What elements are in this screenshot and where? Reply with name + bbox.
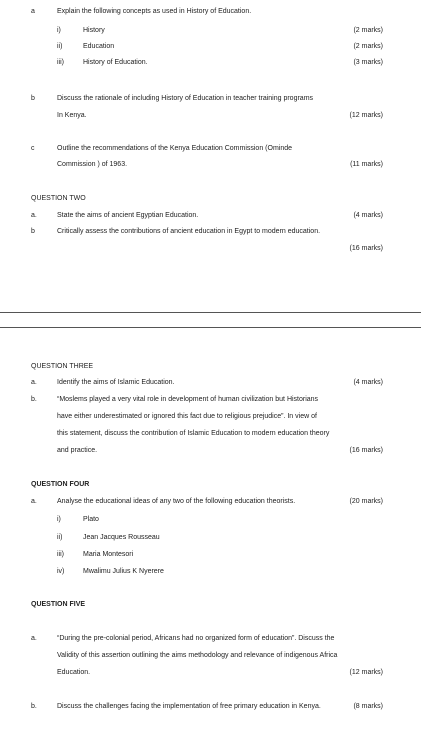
q1c-text-line1: Outline the recommendations of the Kenya Education Commission (Ominde	[57, 145, 293, 152]
question-five-title: QUESTION FIVE	[31, 601, 86, 608]
q1b-marks: (12 marks)	[349, 112, 383, 119]
q1a-item-marks: (3 marks)	[353, 59, 383, 66]
q2b-label: b	[31, 228, 35, 235]
q1a-item-text: History	[83, 27, 105, 34]
q4a-item-number: ii)	[57, 534, 63, 541]
question-two-title: QUESTION TWO	[31, 195, 86, 202]
q1c-text-line2: Commission ) of 1963.	[57, 161, 128, 168]
q1b-text-line1: Discuss the rationale of including History of Education in teacher training programs	[57, 95, 314, 102]
q4a-text: Analyse the educational ideas of any two of the following education theorists.	[57, 498, 296, 505]
q3b-text-line3: this statement, discuss the contribution of Islamic Education to modern education theory	[57, 430, 330, 437]
q4a-marks: (20 marks)	[349, 498, 383, 505]
q1a-item-number: iii)	[57, 59, 64, 66]
q1a-label: a	[31, 8, 35, 15]
q3b-label: b.	[31, 396, 37, 403]
q4a-label: a.	[31, 498, 37, 505]
q4a-item-text: Mwalimu Julius K Nyerere	[83, 568, 164, 575]
q1a-item-number: i)	[57, 27, 61, 34]
q1a-item-number: ii)	[57, 43, 63, 50]
q4a-item-number: iii)	[57, 551, 64, 558]
q5a-marks: (12 marks)	[349, 669, 383, 676]
q1a-item-text: Education	[83, 43, 115, 50]
q2a-label: a.	[31, 212, 37, 219]
q3a-label: a.	[31, 379, 37, 386]
q3b-text-line4: and practice.	[57, 447, 98, 454]
q2b-text: Critically assess the contributions of ancient education in Egypt to modern education.	[57, 228, 321, 235]
q2a-text: State the aims of ancient Egyptian Education.	[57, 212, 199, 219]
q5b-text: Discuss the challenges facing the implementation of free primary education in Kenya.	[57, 703, 321, 710]
q2b-marks: (16 marks)	[349, 245, 383, 252]
q5a-text-line2: Validity of this assertion outlining the aims methodology and relevance of indigenous Africa	[57, 652, 338, 659]
q1a-text: Explain the following concepts as used in History of Education.	[57, 8, 252, 15]
q1a-item-marks: (2 marks)	[353, 43, 383, 50]
q3b-text-line1: “Moslems played a very vital role in development of human civilization but Historians	[57, 396, 319, 403]
question-three-title: QUESTION THREE	[31, 363, 94, 370]
q3a-marks: (4 marks)	[353, 379, 383, 386]
q1c-marks: (11 marks)	[350, 161, 383, 168]
q1c-label: c	[31, 145, 35, 152]
q4a-item-number: i)	[57, 516, 61, 523]
q1b-label: b	[31, 95, 35, 102]
q1a-item-text: History of Education.	[83, 59, 148, 66]
q3b-text-line2: have either underestimated or ignored this fact due to religious prejudice”. In view of	[57, 413, 317, 420]
q4a-item-number: iv)	[57, 568, 65, 575]
q4a-item-text: Maria Montesori	[83, 551, 134, 558]
q5a-text-line3: Education.	[57, 669, 91, 676]
page-divider-bottom	[0, 327, 421, 328]
page-divider-top	[0, 312, 421, 313]
q1a-item-marks: (2 marks)	[353, 27, 383, 34]
q5a-label: a.	[31, 635, 37, 642]
q1b-text-line2: In Kenya.	[57, 112, 87, 119]
question-four-title: QUESTION FOUR	[31, 481, 90, 488]
q2a-marks: (4 marks)	[353, 212, 383, 219]
q3b-marks: (16 marks)	[349, 447, 383, 454]
q4a-item-text: Plato	[83, 516, 99, 523]
q5a-text-line1: “During the pre-colonial period, Africans had no organized form of education”. Discuss the	[57, 635, 335, 642]
q4a-item-text: Jean Jacques Rousseau	[83, 534, 160, 541]
q5b-marks: (8 marks)	[353, 703, 383, 710]
q5b-label: b.	[31, 703, 37, 710]
q3a-text: Identify the aims of Islamic Education.	[57, 379, 175, 386]
